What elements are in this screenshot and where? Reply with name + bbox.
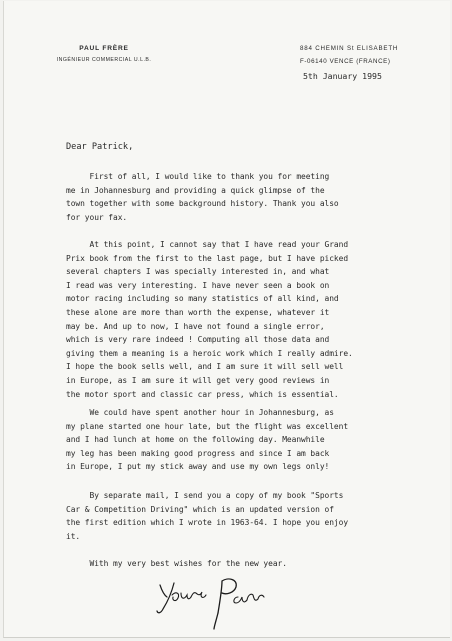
sender-name: PAUL FRÈRE bbox=[79, 45, 129, 52]
body-line: it. bbox=[66, 531, 81, 541]
body-line: I hope the book sells well, and I am sure it will sell well bbox=[66, 362, 344, 372]
body-line: in Europe, I put my stick away and use my own legs only! bbox=[66, 462, 330, 472]
sender-title: INGÉNIEUR COMMERCIAL U.L.B. bbox=[56, 57, 152, 63]
body-line: the first edition which I wrote in 1963-64. I hope you enjoy bbox=[66, 518, 349, 528]
address-line-1: 884 CHEMIN St ELISABETH bbox=[300, 45, 399, 52]
letterhead-address bbox=[300, 45, 440, 65]
body-line: With my very best wishes for the new year. bbox=[66, 559, 287, 568]
body-line: for your fax. bbox=[66, 212, 128, 222]
body-line: By separate mail, I send you a copy of my book "Sports bbox=[66, 491, 344, 500]
address-line-2: F-06140 VENCE (FRANCE) bbox=[300, 58, 391, 65]
body-line: We could have spent another hour in Johannesburg, as bbox=[66, 408, 334, 417]
body-line: First of all, I would like to thank you for meeting bbox=[66, 172, 330, 181]
body-line: Car & Competition Driving" which is an updated version of bbox=[66, 504, 334, 514]
body-line: the motor sport and classic car press, which is essential. bbox=[66, 389, 339, 399]
letter-page bbox=[3, 1, 450, 638]
paragraph-thanks bbox=[66, 170, 446, 224]
body-line: me in Johannesburg and providing a quick glimpse of the bbox=[66, 185, 325, 195]
paragraph-book-gift bbox=[66, 489, 446, 543]
paragraph-wishes bbox=[66, 557, 446, 571]
body-line: Prix book from the first to the last page, but I have picked bbox=[66, 253, 349, 263]
paragraph-travel bbox=[66, 406, 446, 474]
body-line: my plane started one hour late, but the flight was excellent bbox=[66, 421, 349, 431]
salutation: Dear Patrick, bbox=[66, 142, 134, 152]
body-line: in Europe, as I am sure it will get very good reviews in bbox=[66, 375, 330, 385]
body-line: may be. And up to now, I have not found a single error, bbox=[66, 321, 325, 331]
body-line: these alone are more than worth the expense, whatever it bbox=[66, 307, 330, 317]
handwritten-signature bbox=[154, 571, 274, 633]
body-line: my leg has been making good progress and since I am back bbox=[66, 448, 330, 458]
paragraph-book-review bbox=[66, 238, 446, 401]
body-line: and I had lunch at home on the following day. Meanwhile bbox=[66, 435, 325, 445]
letterhead-sender bbox=[44, 45, 164, 63]
body-line: giving them a meaning is a heroic work which I really admire. bbox=[66, 348, 353, 358]
body-line: several chapters I was specially interested in, and what bbox=[66, 267, 330, 277]
body-line: I read was very interesting. I have never seen a book on bbox=[66, 280, 330, 290]
body-line: town together with some background history. Thank you also bbox=[66, 199, 339, 209]
body-line: At this point, I cannot say that I have read your Grand bbox=[66, 240, 349, 249]
body-line: which is very rare indeed ! Computing all those data and bbox=[66, 335, 330, 345]
letter-date: 5th January 1995 bbox=[303, 71, 382, 81]
body-line: motor racing including so many statistics of all kind, and bbox=[66, 294, 339, 304]
